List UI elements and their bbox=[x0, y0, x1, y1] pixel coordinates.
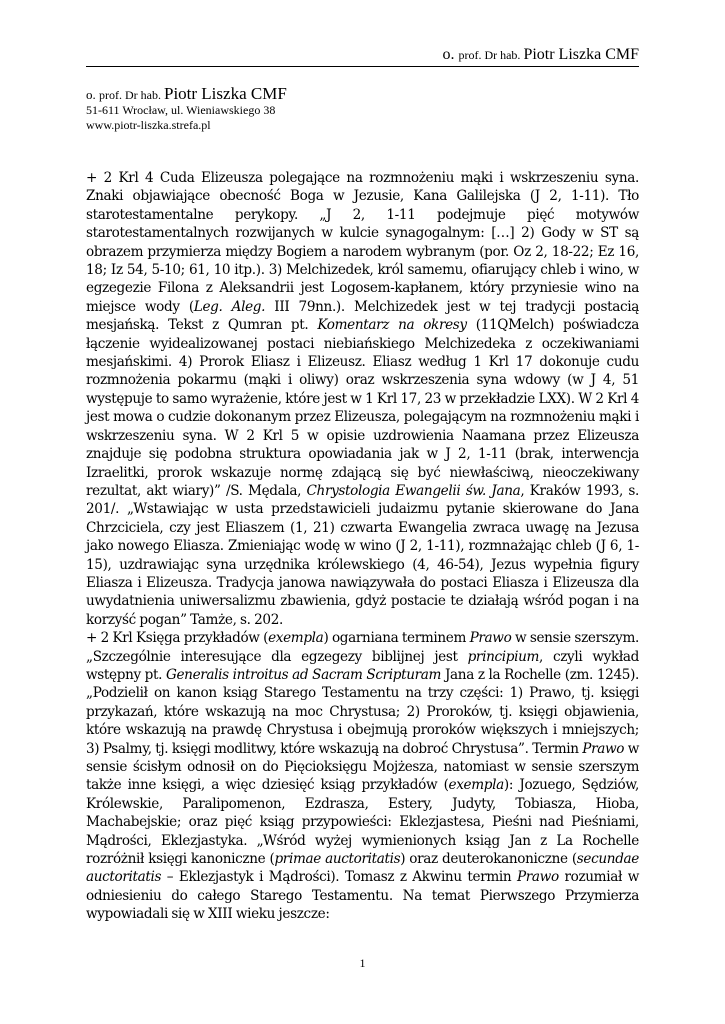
p2-text-10: rozumiał w odniesieniu do całego Starego Testamentu. Na temat Pierwszego Przymierza wypowiadali się w XIII wieku jeszcze: bbox=[86, 869, 639, 923]
p2-text-1: + 2 Krl Księga przykładów ( bbox=[86, 630, 269, 647]
p1-text-3: (11QMelch) poświadcza łączenie wyidealizowanej postaci niebiańskiego Melchizedeka z oczekiwaniami mesjańskimi. 4) Prorok Eliasz i Elizeusz. Eliasz według 1 Krl 17 dokonuje cudu rozmnożenia pokarmu (mąki i oliwy) oraz wskrzeszenia syna wdowy (w J 4, 51 występuje to samo wyrażenie, które jest w 1 Krl 17, 23 w przekładzie LXX). W 2 Krl 4 jest mowa o cudzie dokonanym przez Elizeusza, polegającym na rozmnożeniu mąki i wskrzeszeniu syna. W 2 Krl 5 w opisie uzdrowienia Naamana przez Elizeusza znajduje się podobna struktura opowiadania jak w J 2, 1-11 (brak, interwencja Izraelitki, prorok wskazuje normę zdającą się być niewłaściwą, nieoczekiwany rezultat, akt wiary)” /S. Mędala, bbox=[86, 317, 639, 499]
p1-text-2: III 79nn.). Melchizedek jest w tej tradycji postacią mesjańską. Tekst z Qumran pt. bbox=[86, 298, 639, 334]
header-rule bbox=[86, 66, 639, 67]
author-name: Piotr Liszka CMF bbox=[163, 84, 287, 103]
p2-text-2: ) ogarniana terminem bbox=[323, 630, 470, 647]
p2-text-3: w sensie szerszym. „Szczególnie interesujące dla egzegezy biblijnej jest bbox=[86, 630, 639, 665]
p2-italic-3: principium bbox=[467, 648, 540, 665]
header-author-name: Piotr Liszka CMF bbox=[523, 46, 639, 63]
author-degree: prof. Dr hab. bbox=[99, 88, 164, 102]
p1-text-1: + 2 Krl 4 Cuda Elizeusza polegające na rozmnożeniu mąki i wskrzeszeniu syna. Znaki objawiające obecność Boga w Jezusie, Kana Galilejska (J 2, 1-11). Tło starotestamentalne perykopy. „J 2, 1-11 podejmuje pięć motywów starotestamentalnych rozwijanych w kulcie synagogalnym: […] 2) Gody w ST są obrazem przymierza między Bogiem a narodem wybranym (por. Oz 2, 18-22; Ez 16, 18; Iz 54, 5-10; 61, 10 itp.). 3) Melchizedek, król samemu, ofiarujący chleb i wino, w egzegezie Filona z Aleksandrii jest Logosem-kapłanem, który przyniesie wino na miejsce wody ( bbox=[86, 170, 639, 315]
p2-italic-1: exempla bbox=[268, 630, 324, 647]
author-address: 51-611 Wrocław, ul. Wieniawskiego 38 bbox=[86, 103, 276, 117]
p2-italic-7: primae auctoritatis bbox=[274, 851, 401, 868]
author-prefix: o. bbox=[86, 87, 99, 102]
author-block bbox=[86, 86, 287, 133]
p2-italic-9: Prawo bbox=[516, 869, 559, 886]
author-website: www.piotr-liszka.strefa.pl bbox=[86, 118, 211, 132]
p2-italic-8: secundae auctoritatis bbox=[86, 851, 639, 886]
p2-italic-4: Generalis introitus ad Sacram Scripturam bbox=[165, 666, 442, 683]
header-prefix: o. bbox=[442, 46, 459, 63]
p1-italic-2: Komentarz na okresy bbox=[317, 317, 467, 334]
p1-text-4: , Kraków 1993, s. 201/. „Wstawiając w usta przedstawicieli judaizmu pytanie skierowane do Jana Chrzciciela, czy jest Eliaszem (1, 21) czwarta Ewangelia zwraca uwagę na Jezusa jako nowego Eliasza. Zmieniając wodę w wino (J 2, 1-11), rozmnażając chleb (J 6, 1-15), uzdrawiając syna urzędnika królewskiego (4, 46-54), Jezus wypełnia figury Eliasza i Elizeusza. Tradycja janowa nawiązywała do postaci Eliasza i Elizeusza dla uwydatnienia uniwersalizmu zbawienia, gdyż postacie te działają wśród pogan i na korzyść pogan” Tamże, s. 202. bbox=[86, 482, 639, 628]
header-degree: prof. Dr hab. bbox=[458, 48, 524, 62]
p2-italic-2: Prawo bbox=[469, 630, 512, 647]
p2-italic-5: Prawo bbox=[582, 740, 625, 757]
p2-text-4: , czyli wykład wstępny pt. bbox=[86, 648, 639, 683]
p1-italic-1: Leg. Aleg. bbox=[193, 298, 266, 315]
p2-text-6: w sensie ścisłym odnosił on do Pięcioksięgu Mojżesza, natomiast w sensie szerszym także inne księgi, a więc dziesięć ksiąg przykładów ( bbox=[86, 740, 639, 794]
paragraph-elizeusz bbox=[86, 169, 639, 629]
author-line bbox=[86, 86, 287, 103]
paragraph-exempla bbox=[86, 629, 639, 924]
body-text bbox=[86, 169, 639, 924]
p2-text-5: Jana z la Rochelle (zm. 1245). „Podzielił on kanon ksiąg Starego Testamentu na trzy części: 1) Prawo, tj. księgi przykazań, które wskazują na moc Chrystusa; 2) Proroków, tj. księgi objawienia, które wskazują na prawdę Chrystusa i obejmują proroków większych i mniejszych; 3) Psalmy, tj. księgi modlitwy, które wskazują na dobroć Chrystusa”. Termin bbox=[86, 666, 639, 757]
page-number: 1 bbox=[359, 956, 366, 970]
p2-text-9: – Eklezjastyk i Mądrości). Tomasz z Akwinu termin bbox=[161, 869, 517, 886]
running-header bbox=[442, 46, 639, 64]
p2-text-7: ): Jozuego, Sędziów, Królewskie, Paralipomenon, Ezdrasza, Estery, Judyty, Tobiasza, Hioba, Machabejskie; oraz pięć ksiąg przypowieści: Eklezjastesa, Pieśni nad Pieśniami, Mądrości, Eklezjastyka. „Wśród wyżej wymienionych ksiąg Jan z La Rochelle rozróżnił księgi kanoniczne ( bbox=[86, 777, 639, 868]
p1-italic-3: Chrystologia Ewangelii św. Jana bbox=[306, 482, 521, 499]
p2-text-8: ) oraz deuterokanoniczne ( bbox=[400, 851, 577, 868]
p2-italic-6: exempla bbox=[448, 777, 504, 794]
